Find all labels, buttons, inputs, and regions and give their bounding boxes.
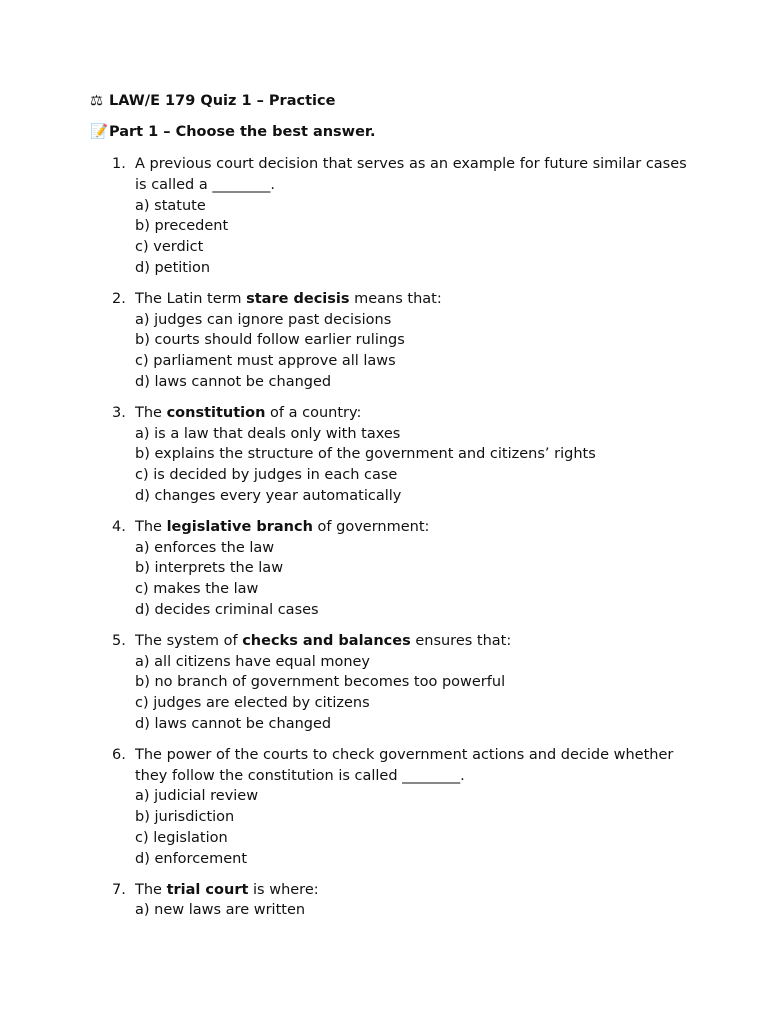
question-number: 6. <box>112 746 126 763</box>
question-text <box>135 154 690 196</box>
question-text <box>135 403 690 424</box>
question-number: 7. <box>112 881 126 898</box>
answer-option: a) new laws are written <box>135 902 306 919</box>
question-number: 3. <box>112 404 126 421</box>
answer-option: a) is a law that deals only with taxes <box>135 425 401 442</box>
answer-option: b) interprets the law <box>135 560 284 577</box>
answer-option: c) is decided by judges in each case <box>135 467 398 484</box>
question-6 <box>90 745 690 870</box>
answer-option: c) legislation <box>135 829 228 846</box>
question-text <box>135 745 690 787</box>
scales-icon: ⚖ <box>90 93 103 109</box>
memo-icon: 📝 <box>90 124 109 140</box>
question-7 <box>90 880 690 922</box>
question-text-part: The <box>135 881 167 898</box>
answer-option: b) no branch of government becomes too powerful <box>135 674 506 691</box>
answer-option: b) jurisdiction <box>135 809 235 826</box>
answer-option: a) statute <box>135 197 206 214</box>
question-text <box>135 517 690 538</box>
question-text-part: The <box>135 518 167 535</box>
question-text <box>135 880 690 901</box>
answer-option: a) judges can ignore past decisions <box>135 311 392 328</box>
question-text-part: of a country: <box>265 404 362 421</box>
question-1 <box>90 154 690 279</box>
question-4 <box>90 517 690 621</box>
document-page <box>90 92 690 931</box>
answer-option: d) laws cannot be changed <box>135 715 332 732</box>
question-key-term: trial court <box>166 881 249 898</box>
answer-option: d) enforcement <box>135 850 248 867</box>
question-text <box>135 631 690 652</box>
answer-option: c) judges are elected by citizens <box>135 695 370 712</box>
document-title <box>90 92 690 111</box>
question-text-part: ensures that: <box>410 632 512 649</box>
answer-option: d) laws cannot be changed <box>135 373 332 390</box>
question-number: 5. <box>112 632 126 649</box>
answer-option: b) explains the structure of the government and citizens’ rights <box>135 446 596 463</box>
answer-option: a) enforces the law <box>135 539 275 556</box>
question-number: 4. <box>112 518 126 535</box>
question-text <box>135 289 690 310</box>
answer-option: d) petition <box>135 259 211 276</box>
question-text-part: The power of the courts to check government actions and decide whether they follow the constitution is called ________. <box>135 746 674 784</box>
part-heading <box>90 123 690 142</box>
question-text-part: A previous court decision that serves as an example for future similar cases is called a ________. <box>135 156 687 193</box>
question-text-part: means that: <box>349 290 442 307</box>
question-2 <box>90 289 690 393</box>
answer-option: a) judicial review <box>135 788 259 805</box>
answer-option: b) precedent <box>135 218 229 235</box>
question-number: 2. <box>112 290 126 307</box>
question-key-term: legislative branch <box>166 518 313 535</box>
question-text-part: of government: <box>312 518 430 535</box>
question-text-part: The <box>135 404 167 421</box>
question-number: 1. <box>112 156 126 172</box>
question-key-term: stare decisis <box>246 290 350 307</box>
answer-option: c) verdict <box>135 239 204 256</box>
question-list <box>90 154 690 921</box>
answer-option: d) decides criminal cases <box>135 601 319 618</box>
question-5 <box>90 631 690 735</box>
answer-option: b) courts should follow earlier rulings <box>135 332 405 349</box>
question-key-term: checks and balances <box>242 632 411 649</box>
question-text-part: The system of <box>135 632 243 649</box>
document-title-text: LAW/E 179 Quiz 1 – Practice <box>109 93 336 109</box>
question-text-part: The Latin term <box>135 290 247 307</box>
part-heading-text: Part 1 – Choose the best answer. <box>109 124 376 140</box>
answer-option: c) makes the law <box>135 581 259 598</box>
answer-option: d) changes every year automatically <box>135 487 402 504</box>
answer-option: c) parliament must approve all laws <box>135 353 396 370</box>
question-text-part: is where: <box>248 881 319 898</box>
answer-option: a) all citizens have equal money <box>135 653 371 670</box>
question-3 <box>90 403 690 507</box>
question-key-term: constitution <box>166 404 266 421</box>
